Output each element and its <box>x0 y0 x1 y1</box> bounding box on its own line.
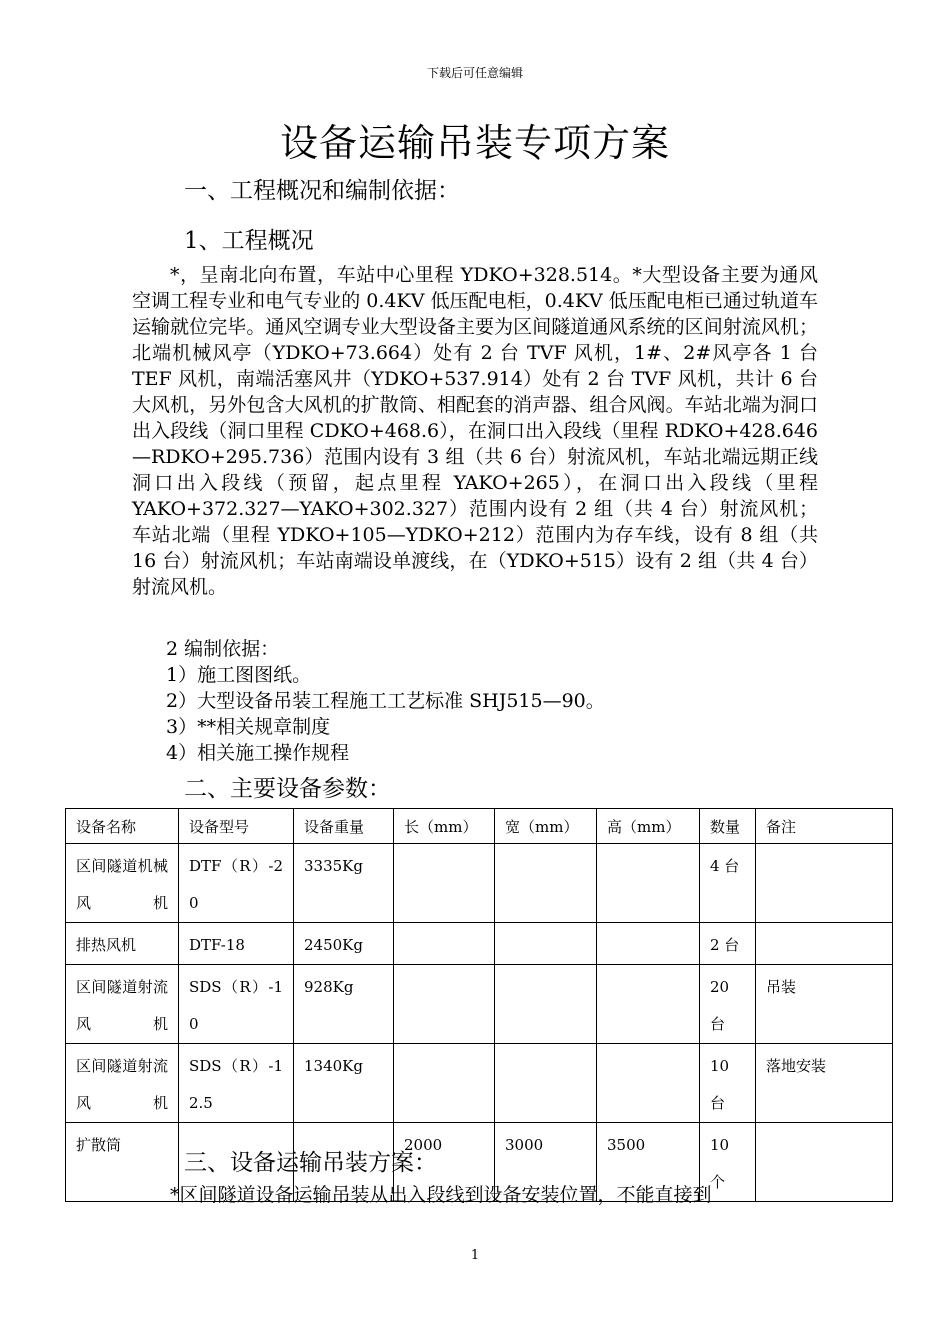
column-header: 设备型号 <box>179 809 294 844</box>
table-cell: 区间隧道射流风机 <box>66 965 179 1044</box>
table-cell <box>597 1044 700 1123</box>
overview-text: *，呈南北向布置，车站中心里程 YDKO+328.514。*大型设备主要为通风空调工程专业和电气专业的 0.4KV 低压配电柜，0.4KV 低压配电柜已通过轨道车运输就位完毕。通风空调专业大型设备主要为区间隧道通风系统的区间射流风机；北端机械风亭（YDKO+73.664）处有 2 台 TVF 风机，1#、2#风亭各 1 台 TEF 风机，南端活塞风井（YDKO+537.914）处有 2 台 TVF 风机，共计 6 台大风机，另外包含大风机的扩散筒、相配套的消声器、组合风阀。车站北端为洞口出入段线（洞口里程 CDKO+468.6），在洞口出入段线（里程 RDKO+428.646—RDKO+295.736）范围内设有 3 组（共 6 台）射流风机，车站北端远期正线洞口出入段线（预留，起点里程 YAKO+265），在洞口出入段线（里程 YAKO+372.327—YAKO+302.327）范围内设有 2 组（共 4 台）射流风机；车站北端（里程 YDKO+105—YDKO+212）范围内为存车线，设有 8 组（共 16 台）射流风机；车站南端设单渡线，在（YDKO+515）设有 2 组（共 4 台）射流风机。 <box>132 264 818 598</box>
table-cell <box>495 965 597 1044</box>
column-header: 高（mm） <box>597 809 700 844</box>
table-row <box>66 1044 893 1123</box>
basis-item: 4）相关施工操作规程 <box>166 742 350 764</box>
table-cell: 3000 <box>495 1123 597 1202</box>
table-cell: 10 个 <box>700 1123 756 1202</box>
table-cell <box>597 844 700 923</box>
column-header: 长（mm） <box>394 809 495 844</box>
table-cell: 排热风机 <box>66 923 179 965</box>
table-cell <box>756 844 893 923</box>
table-cell: 3335Kg <box>294 844 394 923</box>
table-cell: 2000 <box>394 1123 495 1202</box>
section-2-heading: 二、主要设备参数： <box>184 776 391 802</box>
table-cell <box>495 844 597 923</box>
table-cell <box>756 1123 893 1202</box>
table-row <box>66 844 893 923</box>
table-cell: 2450Kg <box>294 923 394 965</box>
table-cell: SDS（R）-10 <box>179 965 294 1044</box>
table-cell <box>495 1044 597 1123</box>
basis-heading: 2 编制依据： <box>166 638 280 660</box>
table-cell <box>495 923 597 965</box>
basis-item: 2）大型设备吊装工程施工工艺标准 SHJ515—90。 <box>166 690 605 712</box>
basis-list <box>166 636 605 766</box>
column-header: 设备重量 <box>294 809 394 844</box>
table-header-row <box>66 809 893 844</box>
table-cell: 1340Kg <box>294 1044 394 1123</box>
table-cell: 区间隧道机械风机 <box>66 844 179 923</box>
table-cell: 扩散筒 <box>66 1123 179 1202</box>
table-cell: 928Kg <box>294 965 394 1044</box>
table-cell: 4 台 <box>700 844 756 923</box>
page-number: 1 <box>470 1248 480 1263</box>
table-cell: 20 台 <box>700 965 756 1044</box>
table-row <box>66 965 893 1044</box>
column-header: 宽（mm） <box>495 809 597 844</box>
table-cell <box>756 923 893 965</box>
column-header: 设备名称 <box>66 809 179 844</box>
table-cell <box>597 965 700 1044</box>
document-title: 设备运输吊装专项方案 <box>279 121 670 165</box>
table-cell: 10 台 <box>700 1044 756 1123</box>
table-cell <box>597 923 700 965</box>
section-3-first-line: *区间隧道设备运输吊装从出入段线到设备安装位置，不能直接到 <box>170 1184 712 1206</box>
table-cell <box>394 1044 495 1123</box>
section-1-heading: 一、工程概况和编制依据： <box>184 178 460 204</box>
section-1-1-heading: 1、工程概况 <box>184 228 314 254</box>
table-cell <box>394 923 495 965</box>
table-cell: 落地安装 <box>756 1044 893 1123</box>
table-cell <box>394 965 495 1044</box>
column-header: 数量 <box>700 809 756 844</box>
basis-item: 3）**相关规章制度 <box>166 716 331 738</box>
project-overview-paragraph <box>132 262 818 600</box>
basis-item: 1）施工图图纸。 <box>166 664 312 686</box>
table-row <box>66 923 893 965</box>
header-note: 下载后可任意编辑 <box>426 66 523 80</box>
table-cell: DTF-18 <box>179 923 294 965</box>
table-cell: 2 台 <box>700 923 756 965</box>
section-3-heading: 三、设备运输吊装方案： <box>184 1150 437 1176</box>
table-cell <box>394 844 495 923</box>
table-cell: DTF（R）-20 <box>179 844 294 923</box>
equipment-table <box>65 808 893 1202</box>
table-cell: 吊装 <box>756 965 893 1044</box>
table-cell: 区间隧道射流风机 <box>66 1044 179 1123</box>
column-header: 备注 <box>756 809 893 844</box>
table-cell: 3500 <box>597 1123 700 1202</box>
table-cell: SDS（R）-12.5 <box>179 1044 294 1123</box>
